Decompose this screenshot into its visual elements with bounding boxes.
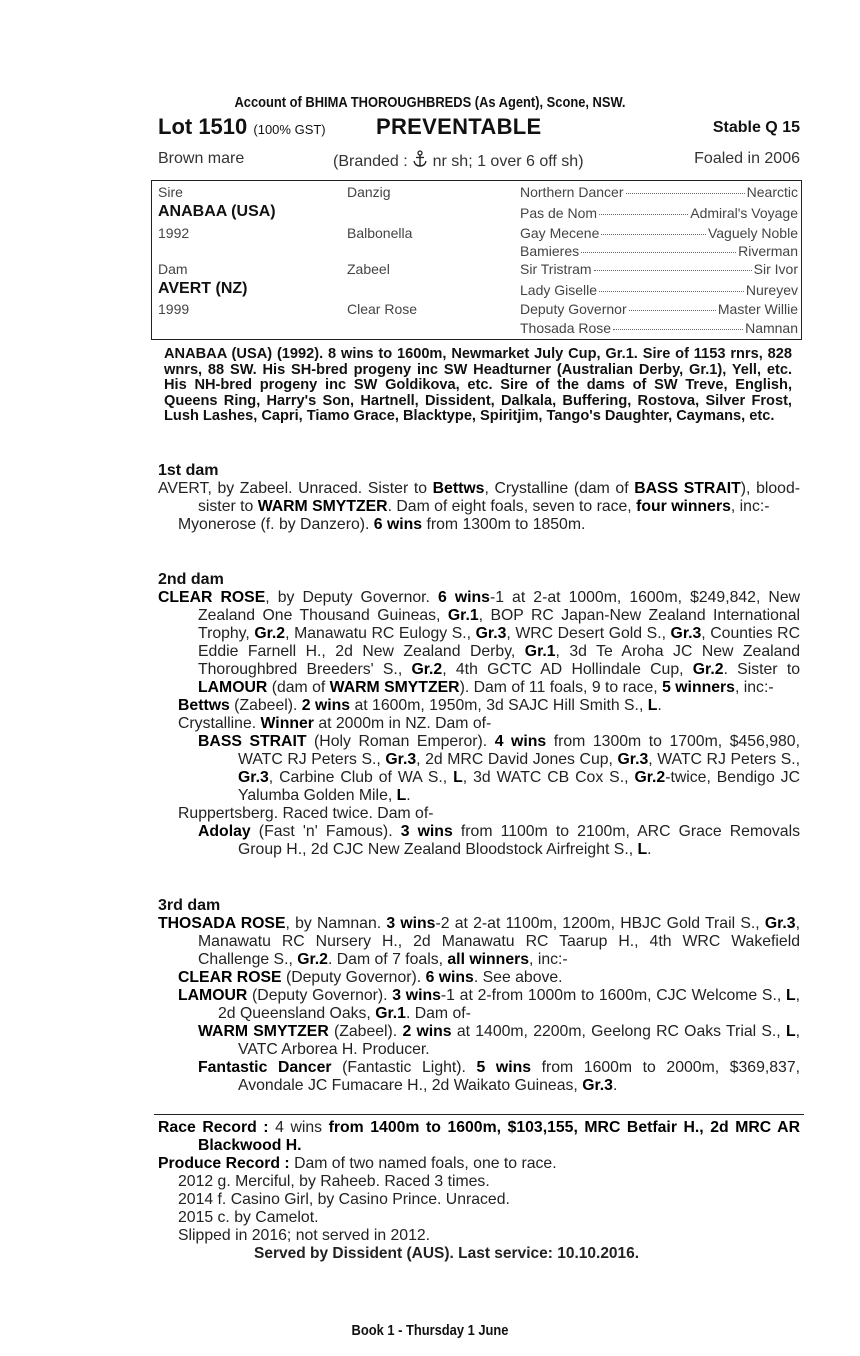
gen3-name: Lady Giselle: [520, 282, 598, 298]
text-run: . Dam of eight foals, seven to race,: [387, 498, 637, 515]
brand-suffix: nr sh; 1 over 6 off sh): [432, 153, 584, 170]
produce-record: [158, 1155, 800, 1173]
bold-text: Winner: [260, 715, 314, 732]
text-run: .: [406, 787, 411, 804]
bold-text: Gr.2: [254, 625, 286, 642]
bold-text: Gr.1: [447, 607, 479, 624]
text-run: (Deputy Governor).: [281, 969, 426, 986]
text-run: . See above.: [473, 969, 563, 986]
dam-paragraph: [158, 589, 800, 697]
bold-text: 3 wins: [386, 915, 436, 932]
bold-text: Bettws: [178, 697, 230, 714]
text-run: , Manawatu RC Eulogy S.,: [285, 625, 476, 642]
bold-text: 2 wins: [301, 697, 351, 714]
text-run: , Counties RC Eddie Farnell H., 2d New Zealand Derby,: [198, 625, 800, 660]
bold-text: CLEAR ROSE: [178, 969, 282, 986]
gen3-sire: Sir Ivor: [753, 261, 798, 277]
text-run: , inc:-: [730, 498, 770, 515]
progeny-paragraph: [158, 715, 800, 733]
text-run: 4 wins: [275, 1119, 323, 1136]
bold-text: Gr.2: [297, 951, 328, 968]
sire-sire: Danzig: [347, 184, 391, 200]
sire-dam: Balbonella: [347, 225, 413, 241]
text-run: , VATC Arborea H. Producer.: [238, 1023, 800, 1058]
bold-text: L: [396, 787, 407, 804]
gst-note: (100% GST): [253, 122, 326, 137]
bold-text: Gr.2: [692, 661, 724, 678]
gen3-sire: Vaguely Noble: [707, 225, 798, 241]
bold-text: 3 wins: [392, 987, 441, 1004]
gen3-row: [520, 184, 798, 200]
bold-text: Gr.3: [385, 751, 417, 768]
anchor-brand-icon: [412, 150, 428, 168]
dam-name: AVERT (NZ): [158, 280, 248, 297]
bold-text: Fantastic Dancer: [198, 1059, 332, 1076]
dam-sire: Zabeel: [347, 261, 390, 277]
records-section: [158, 1119, 800, 1263]
gen3-name: Bamieres: [520, 243, 580, 259]
text-run: , 3d Te Aroha JC New Zealand Thoroughbred Breeders' S.,: [198, 643, 800, 678]
text-run: . Dam of 7 foals,: [327, 951, 448, 968]
text-run: ). Dam of 11 foals, 9 to race,: [459, 679, 663, 696]
bold-text: L: [637, 841, 648, 858]
gen3-sire: Master Willie: [717, 301, 798, 317]
text-run: , WATC RJ Peters S.,: [648, 751, 801, 768]
bold-text: Race Record :: [158, 1119, 276, 1136]
foal-item: 2014 f. Casino Girl, by Casino Prince. Unraced.: [178, 1191, 510, 1208]
foaled-year: Foaled in 2006: [694, 150, 800, 167]
text-run: (Zabeel).: [229, 697, 302, 714]
lot-label: Lot 1510: [158, 114, 248, 139]
progeny-paragraph: [158, 733, 800, 805]
third-dam-section: [158, 897, 800, 1095]
progeny-paragraph: [158, 969, 800, 987]
sire-year: 1992: [158, 225, 190, 241]
progeny-paragraph: [158, 823, 800, 859]
bold-text: 6 wins: [425, 969, 474, 986]
bold-text: LAMOUR: [198, 679, 268, 696]
text-run: AVERT, by Zabeel. Unraced. Sister to: [158, 480, 433, 497]
bold-text: L: [785, 987, 796, 1004]
race-record: [158, 1119, 800, 1155]
text-run: at 1400m, 2200m, Geelong RC Oaks Trial S.,: [451, 1023, 786, 1040]
gen3-sire: Namnan: [745, 320, 798, 336]
text-run: Ruppertsberg. Raced twice. Dam of-: [178, 805, 434, 822]
divider: [154, 1114, 804, 1115]
text-run: , inc:-: [734, 679, 774, 696]
bold-text: Gr.3: [670, 625, 702, 642]
text-run: , inc:-: [529, 951, 568, 968]
bold-text: 3 wins: [400, 823, 453, 840]
gen3-sire: Nureyev: [745, 282, 798, 298]
brand-info: [333, 150, 584, 171]
text-run: (dam of: [267, 679, 330, 696]
lot-number: [158, 114, 326, 140]
description-row: [158, 150, 800, 172]
bold-text: Gr.2: [634, 769, 666, 786]
dam-year: 1999: [158, 301, 190, 317]
gen3-row: [520, 205, 798, 221]
brand-prefix: (Branded :: [333, 153, 408, 170]
text-run: from 1300m to 1700m, $456,980, WATC RJ Peters S.,: [238, 733, 800, 768]
lot-header: [158, 114, 800, 144]
text-run: -1 at 2-at 1000m, 1600m, $249,842, New Zealand One Thousand Guineas,: [198, 589, 801, 624]
dam-paragraph: [158, 915, 800, 969]
text-run: . Sister to: [723, 661, 800, 678]
text-run: , 2d Queensland Oaks,: [218, 987, 801, 1022]
gen3-sire: Admiral's Voyage: [690, 205, 798, 221]
bold-text: Gr.2: [411, 661, 443, 678]
bold-text: Gr.3: [764, 915, 796, 932]
gen3-name: Northern Dancer: [520, 184, 624, 200]
text-run: -2 at 2-at 1100m, 1200m, HBJC Gold Trail S.,: [435, 915, 765, 932]
section-heading: 3rd dam: [158, 897, 221, 914]
sire-name: ANABAA (USA): [158, 203, 276, 220]
text-run: (Holy Roman Emperor).: [306, 733, 495, 750]
progeny-paragraph: [158, 516, 800, 534]
bold-text: Produce Record :: [158, 1155, 295, 1172]
bold-text: from 1400m to 1600m, $103,155, MRC Betfair H., 2d MRC AR Blackwood H.: [198, 1119, 800, 1154]
foal-item: Slipped in 2016; not served in 2012.: [178, 1227, 431, 1244]
gen3-name: Deputy Governor: [520, 301, 627, 317]
text-run: (Zabeel).: [328, 1023, 403, 1040]
text-run: from 1600m to 2000m, $369,837, Avondale JC Fumacare H., 2d Waikato Guineas,: [238, 1059, 800, 1094]
gen3-row: [520, 225, 798, 241]
text-run: at 1600m, 1950m, 3d SAJC Hill Smith S.,: [350, 697, 648, 714]
bold-text: 5 winners: [662, 679, 735, 696]
bold-text: Gr.3: [582, 1077, 613, 1094]
gen3-row: [520, 243, 798, 259]
text-run: (Deputy Governor).: [247, 987, 393, 1004]
gen3-row: [520, 320, 798, 336]
progeny-paragraph: [158, 697, 800, 715]
bold-text: 6 wins: [437, 589, 490, 606]
dam-label: Dam: [158, 261, 188, 277]
text-run: , Manawatu RC Nursery H., 2d Manawatu RC Taarup H., 4th WRC Wakefield Challenge S.,: [198, 915, 800, 968]
gen3-row: [520, 301, 798, 317]
text-run: -twice, Bendigo JC Yalumba Golden Mile,: [238, 769, 800, 804]
section-heading: 2nd dam: [158, 571, 224, 588]
bold-text: Gr.3: [238, 769, 269, 786]
bold-text: four winners: [636, 498, 731, 515]
account-line: Account of BHIMA THOROUGHBREDS (As Agent), Scone, NSW.: [234, 94, 626, 111]
bold-text: Gr.3: [617, 751, 649, 768]
section-heading: 1st dam: [158, 462, 219, 479]
progeny-paragraph: [158, 1059, 800, 1095]
text-run: , by Deputy Governor.: [265, 589, 438, 606]
bold-text: CLEAR ROSE: [158, 589, 266, 606]
text-run: Myonerose (f. by Danzero).: [178, 516, 374, 533]
gen3-row: [520, 282, 798, 298]
text-run: , Crystalline (dam of: [484, 480, 635, 497]
sire-summary: ANABAA (USA) (1992). 8 wins to 1600m, Newmarket July Cup, Gr.1. Sire of 1153 rnrs, 828 wnrs, 88 SW. His SH-bred progeny inc SW Headturner (Australian Derby, Gr.1), Yell, etc. His NH-bred progeny inc SW Goldikova, etc. Sire of the dams of SW Treve, English, Queens Ring, Harry's Son, Hartnell, Dissident, Dalkala, Buffering, Rostova, Silver Frost, Lush Lashes, Capri, Tiamo Grace, Blacktype, Spiritjim, Tango's Daughter, Caymans, etc.: [164, 346, 792, 425]
text-run: , 3d WATC CB Cox S.,: [462, 769, 635, 786]
gen3-sire: Riverman: [738, 243, 798, 259]
bold-text: Gr.1: [375, 1005, 406, 1022]
progeny-paragraph: [158, 987, 800, 1023]
text-run: Crystalline.: [178, 715, 261, 732]
bold-text: WARM SMYTZER: [257, 498, 388, 515]
bold-text: LAMOUR: [178, 987, 248, 1004]
pedigree-table: [151, 180, 802, 340]
sex-color: Brown mare: [158, 150, 245, 167]
text-run: -1 at 2-from 1000m to 1600m, CJC Welcome S.,: [440, 987, 786, 1004]
bold-text: L: [647, 697, 658, 714]
bold-text: 2 wins: [402, 1023, 452, 1040]
progeny-paragraph: [158, 805, 800, 823]
text-run: . Dam of-: [405, 1005, 471, 1022]
served-note: Served by Dissident (AUS). Last service: 10.10.2016.: [254, 1245, 640, 1262]
text-run: ), blood-sister to: [198, 480, 800, 515]
dam-dam: Clear Rose: [347, 301, 418, 317]
bold-text: Gr.3: [475, 625, 507, 642]
bold-text: WARM SMYTZER: [198, 1023, 329, 1040]
bold-text: Bettws: [432, 480, 485, 497]
bold-text: 5 wins: [476, 1059, 532, 1076]
bold-text: all winners: [447, 951, 530, 968]
sire-label: Sire: [158, 184, 183, 200]
bold-text: Adolay: [198, 823, 251, 840]
text-run: , by Namnan.: [285, 915, 387, 932]
gen3-name: Pas de Nom: [520, 205, 598, 221]
text-run: , 4th GCTC AD Hollindale Cup,: [442, 661, 693, 678]
second-dam-section: [158, 571, 800, 859]
page-footer: Book 1 - Thursday 1 June: [351, 1322, 509, 1339]
gen3-name: Thosada Rose: [520, 320, 612, 336]
text-run: .: [657, 697, 662, 714]
stable-number: Stable Q 15: [712, 119, 800, 136]
gen3-row: [520, 261, 798, 277]
text-run: , 2d MRC David Jones Cup,: [416, 751, 618, 768]
text-run: from 1300m to 1850m.: [422, 516, 586, 533]
bold-text: 6 wins: [373, 516, 423, 533]
text-run: , Carbine Club of WA S.,: [268, 769, 454, 786]
bold-text: L: [453, 769, 463, 786]
foal-item: 2015 c. by Camelot.: [178, 1209, 319, 1226]
gen3-sire: Nearctic: [746, 184, 798, 200]
text-run: from 1100m to 2100m, ARC Grace Removals Group H., 2d CJC New Zealand Bloodstock Airfreight S.,: [238, 823, 800, 858]
gen3-name: Sir Tristram: [520, 261, 592, 277]
bold-text: L: [785, 1023, 796, 1040]
text-run: at 2000m in NZ. Dam of-: [313, 715, 492, 732]
bold-text: BASS STRAIT: [198, 733, 307, 750]
text-run: (Fast 'n' Famous).: [250, 823, 401, 840]
bold-text: THOSADA ROSE: [158, 915, 286, 932]
text-run: (Fantastic Light).: [331, 1059, 477, 1076]
text-run: , BOP RC Japan-New Zealand International Trophy,: [198, 607, 800, 642]
bold-text: WARM SMYTZER: [329, 679, 460, 696]
text-run: .: [612, 1077, 618, 1094]
horse-name: PREVENTABLE: [376, 114, 542, 139]
gen3-name: Gay Mecene: [520, 225, 600, 241]
bold-text: BASS STRAIT: [634, 480, 741, 497]
bold-text: Gr.1: [524, 643, 556, 660]
progeny-paragraph: [158, 1023, 800, 1059]
text-run: Dam of two named foals, one to race.: [294, 1155, 557, 1172]
first-dam-section: [158, 462, 800, 534]
text-run: .: [647, 841, 652, 858]
text-run: , WRC Desert Gold S.,: [506, 625, 671, 642]
dam-paragraph: [158, 480, 800, 516]
foal-item: 2012 g. Merciful, by Raheeb. Raced 3 times.: [178, 1173, 490, 1190]
bold-text: 4 wins: [494, 733, 547, 750]
